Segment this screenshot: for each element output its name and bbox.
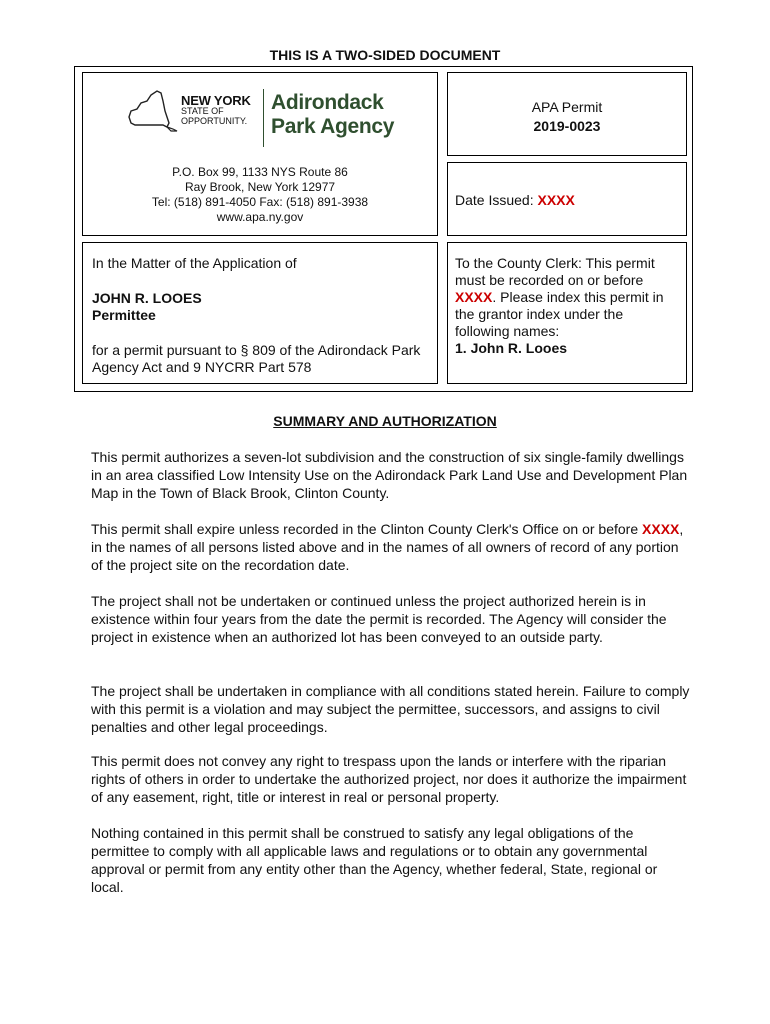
ny-line1: NEW YORK (181, 93, 251, 108)
agency-line2: Park Agency (271, 115, 395, 138)
paragraph-trespass: This permit does not convey any right to trespass upon the lands or interfere with the riparian rights of others in order to undertake the authorized project, nor does it authorize the impairment of any easement, right, title or interest in real or personal property. (91, 753, 687, 805)
matter-intro: In the Matter of the Application of (92, 255, 297, 271)
new-york-state-map-icon (127, 89, 179, 135)
paragraph-legal-obligations: Nothing contained in this permit shall be construed to satisfy any legal obligations of the permittee to comply with all applicable laws and regulations or to obtain any governmental approval or permit from any entity other than the Agency, whether federal, State, regional or local. (91, 825, 658, 895)
date-issued (455, 192, 575, 208)
matter-of-application-cell (82, 242, 438, 384)
permit-pursuant-text: for a permit pursuant to § 809 of the Adirondack Park Agency Act and 9 NYCRR Part 578 (92, 342, 421, 375)
agency-logo (127, 83, 397, 153)
permittee-role: Permittee (92, 307, 156, 323)
paragraph-authorization: This permit authorizes a seven-lot subdivision and the construction of six single-family dwellings in an area classified Low Intensity Use on the Adirondack Park Land Use and Development Plan Map in the Town of Black Brook, Clinton County. (91, 449, 688, 501)
agency-line1: Adirondack (271, 91, 384, 114)
date-issued-label: Date Issued: (455, 192, 534, 208)
document-heading: THIS IS A TWO-SIDED DOCUMENT (269, 47, 501, 63)
address-website: www.apa.ny.gov (216, 210, 304, 224)
p2-before: This permit shall expire unless recorded in the Clinton County Clerk's Office on or before (91, 521, 639, 537)
logo-address-cell (82, 72, 438, 236)
summary-title: SUMMARY AND AUTHORIZATION (273, 413, 497, 429)
paragraph-compliance: The project shall be undertaken in compliance with all conditions stated herein. Failure to comply with this permit is a violation and may subject the permittee, successors, and assigns to civil penalties and other legal proceedings. (91, 683, 690, 735)
county-clerk-instructions (455, 255, 680, 357)
address-line1: P.O. Box 99, 1133 NYS Route 86 (172, 165, 348, 179)
permit-number: 2019-0023 (533, 118, 601, 134)
clerk-text-after: . Please index this permit in the grantor index under the following names: (455, 289, 664, 339)
apa-wordmark (271, 91, 394, 139)
date-issued-value: XXXX (537, 192, 575, 208)
logo-divider (263, 89, 264, 147)
permittee-name: JOHN R. LOOES (92, 290, 202, 306)
grantor-name: 1. John R. Looes (455, 340, 568, 356)
p2-date: XXXX (642, 521, 680, 537)
permit-number-cell (447, 72, 687, 156)
agency-address (83, 165, 437, 225)
permit-label: APA Permit (531, 99, 603, 115)
clerk-text-before: To the County Clerk: This permit must be recorded on or before (455, 255, 655, 288)
ny-line2: STATE OF (181, 106, 224, 116)
address-line3: Tel: (518) 891-4050 Fax: (518) 891-3938 (151, 195, 369, 209)
county-clerk-cell (447, 242, 687, 384)
p2-after: , in the names of all persons listed above and in the names of all owners of record of any portion of the project site on the recordation date. (91, 521, 684, 573)
clerk-record-date: XXXX (455, 289, 493, 305)
paragraph-expiration (91, 520, 691, 574)
address-line2: Ray Brook, New York 12977 (184, 180, 336, 194)
ny-state-wordmark (181, 95, 251, 126)
paragraph-existence: The project shall not be undertaken or continued unless the project authorized herein is in existence within four years from the date the permit is recorded. The Agency will consider the project in existence when an authorized lot has been conveyed to an outside party. (91, 593, 667, 645)
ny-line3: OPPORTUNITY. (181, 116, 248, 126)
date-issued-cell (447, 162, 687, 236)
